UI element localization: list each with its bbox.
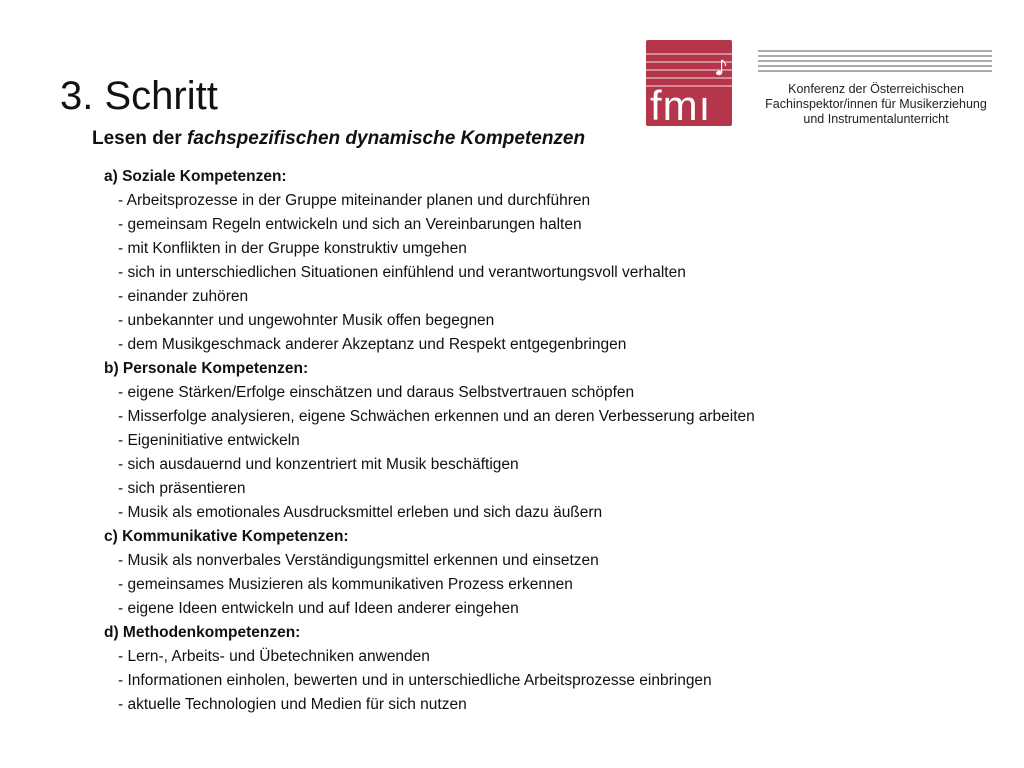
list-item: - Musik als emotionales Ausdrucksmittel erleben und sich dazu äußern bbox=[118, 504, 603, 521]
svg-text:fmı: fmı bbox=[650, 82, 712, 126]
logo-caption bbox=[760, 82, 992, 127]
slide-title: 3. Schritt bbox=[60, 74, 218, 118]
list-item: - eigene Ideen entwickeln und auf Ideen anderer eingehen bbox=[118, 600, 519, 617]
list-item: - aktuelle Technologien und Medien für sich nutzen bbox=[118, 696, 467, 713]
list-item: - unbekannter und ungewohnter Musik offen begegnen bbox=[118, 312, 495, 329]
section-methods bbox=[104, 621, 984, 717]
list-item: - mit Konflikten in der Gruppe konstruktiv umgehen bbox=[118, 240, 467, 257]
section-heading: a) Soziale Kompetenzen: bbox=[104, 168, 287, 185]
list-item: - dem Musikgeschmack anderer Akzeptanz und Respekt entgegenbringen bbox=[118, 336, 627, 353]
section-personal bbox=[104, 357, 984, 525]
list-item: - eigene Stärken/Erfolge einschätzen und daraus Selbstvertrauen schöpfen bbox=[118, 384, 635, 401]
section-heading: d) Methodenkompetenzen: bbox=[104, 624, 301, 641]
section-social bbox=[104, 165, 984, 357]
logo-caption-line: Konferenz der Österreichischen bbox=[788, 82, 964, 96]
section-heading: c) Kommunikative Kompetenzen: bbox=[104, 528, 349, 545]
staff-lines-icon bbox=[758, 50, 992, 76]
slide-subtitle bbox=[92, 126, 585, 152]
list-item: - Informationen einholen, bewerten und in unterschiedliche Arbeitsprozesse einbringen bbox=[118, 672, 712, 689]
section-heading: b) Personale Kompetenzen: bbox=[104, 360, 309, 377]
list-item: - sich in unterschiedlichen Situationen einfühlend und verantwortungsvoll verhalten bbox=[118, 264, 686, 281]
list-item: - gemeinsam Regeln entwickeln und sich an Vereinbarungen halten bbox=[118, 216, 582, 233]
competence-list bbox=[104, 165, 984, 717]
section-communicative bbox=[104, 525, 984, 621]
subtitle-emphasis: fachspezifischen dynamische Kompetenzen bbox=[187, 128, 586, 149]
logo-caption-line: Fachinspektor/innen für Musikerziehung bbox=[765, 97, 987, 111]
list-item: - gemeinsames Musizieren als kommunikativen Prozess erkennen bbox=[118, 576, 573, 593]
list-item: - sich ausdauernd und konzentriert mit Musik beschäftigen bbox=[118, 456, 519, 473]
list-item: - sich präsentieren bbox=[118, 480, 246, 497]
list-item: - einander zuhören bbox=[118, 288, 249, 305]
list-item: - Lern-, Arbeits- und Übetechniken anwenden bbox=[118, 648, 430, 665]
list-item: - Musik als nonverbales Verständigungsmittel erkennen und einsetzen bbox=[118, 552, 599, 569]
list-item: - Eigeninitiative entwickeln bbox=[118, 432, 300, 449]
logo-caption-line: und Instrumentalunterricht bbox=[803, 112, 949, 126]
list-item: - Misserfolge analysieren, eigene Schwächen erkennen und an deren Verbesserung arbeiten bbox=[118, 408, 755, 425]
subtitle-prefix: Lesen der bbox=[92, 128, 188, 149]
fmi-logo-icon bbox=[646, 40, 732, 126]
list-item: - Arbeitsprozesse in der Gruppe miteinander planen und durchführen bbox=[118, 192, 591, 209]
